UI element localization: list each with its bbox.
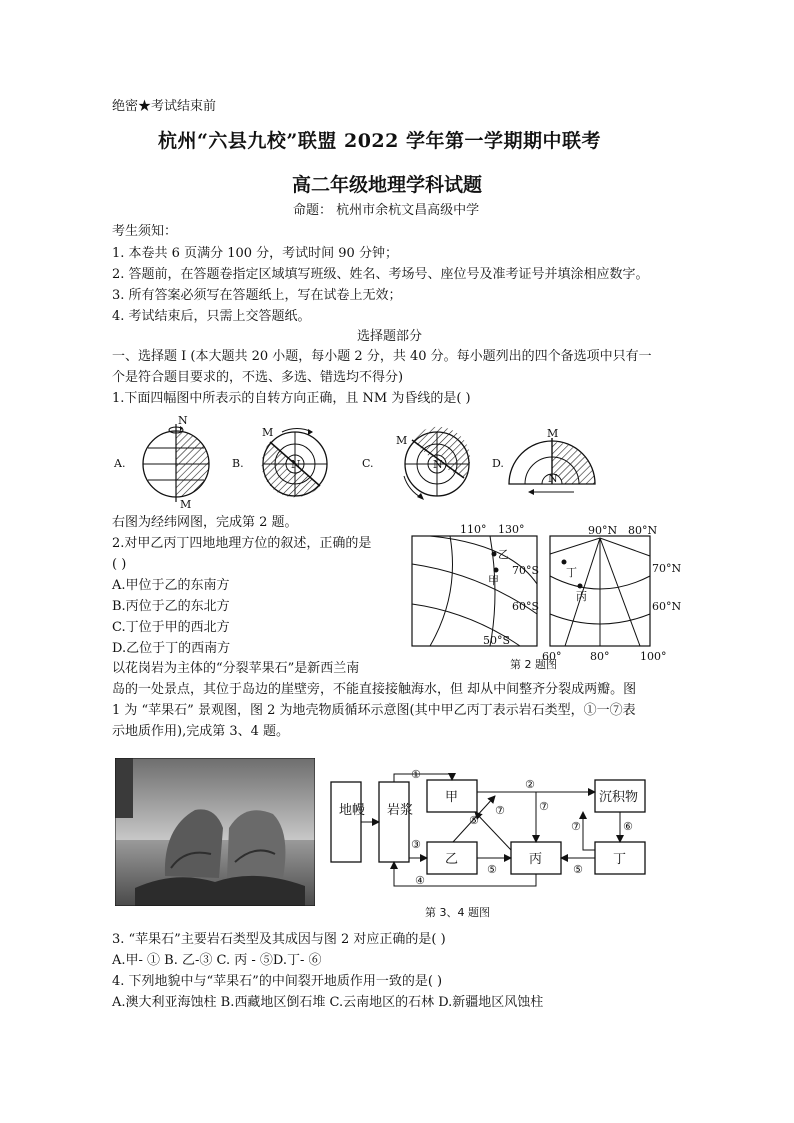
q2-blank: ( ) bbox=[112, 557, 127, 572]
svg-text:60°N: 60°N bbox=[652, 600, 682, 613]
q3-options: A.甲- ① B. 乙-③ C. 丙 - ⑤D.丁- ⑥ bbox=[112, 953, 322, 968]
q1-globe-b bbox=[262, 426, 327, 497]
q34-lead: 以花岗岩为主体的“分裂苹果石”是新西兰南 bbox=[112, 661, 360, 676]
rock-cycle-diagram bbox=[325, 766, 685, 924]
svg-text:N: N bbox=[178, 414, 188, 427]
svg-text:N: N bbox=[433, 458, 443, 471]
svg-text:甲: 甲 bbox=[488, 574, 499, 587]
notice-item: 4. 考试结束后，只需上交答题纸。 bbox=[112, 309, 311, 324]
svg-text:①: ① bbox=[411, 768, 421, 781]
svg-text:80°: 80° bbox=[590, 650, 610, 663]
notice-heading: 考生须知： bbox=[112, 224, 178, 239]
svg-text:乙: 乙 bbox=[498, 548, 509, 561]
q2-stem: 2.对甲乙丙丁四地地理方位的叙述，正确的是 bbox=[112, 536, 372, 551]
svg-text:130°: 130° bbox=[498, 524, 525, 536]
q2-map-right bbox=[542, 524, 681, 663]
q1-globe-d-art bbox=[500, 428, 605, 498]
notice-item: 2. 答题前，在答题卷指定区域填写班级、姓名、考场号、座位号及准考证号并填涂相应数字。 bbox=[112, 267, 649, 282]
q1-globe-c bbox=[396, 427, 470, 500]
q2-lead: 右图为经纬网图，完成第 2 题。 bbox=[112, 515, 298, 530]
q2-map-left bbox=[412, 524, 539, 647]
q1-option-d: D. bbox=[492, 457, 504, 470]
q4-options: A.澳大利亚海蚀柱 B.西藏地区倒石堆 C.云南地区的石林 D.新疆地区风蚀柱 bbox=[112, 995, 544, 1010]
q4-stem: 4. 下列地貌中与“苹果石”的中间裂开地质作用一致的是( ) bbox=[112, 974, 443, 989]
svg-text:60°: 60° bbox=[542, 650, 562, 663]
svg-text:⑥: ⑥ bbox=[623, 820, 633, 833]
svg-text:③: ③ bbox=[411, 838, 421, 851]
q3-stem: 3. “苹果石”主要岩石类型及其成因与图 2 对应正确的是( ) bbox=[112, 932, 446, 947]
svg-text:丙: 丙 bbox=[576, 590, 587, 603]
svg-text:丁: 丁 bbox=[566, 566, 577, 579]
q2-option: C.丁位于甲的西北方 bbox=[112, 620, 230, 635]
q1-figures bbox=[112, 410, 552, 510]
q1-option-b: B. bbox=[232, 457, 244, 470]
svg-text:60°S: 60°S bbox=[512, 600, 540, 613]
svg-text:100°: 100° bbox=[640, 650, 667, 663]
box-jia: 甲 bbox=[445, 790, 459, 805]
notice-item: 3. 所有答案必须写在答题纸上，写在试卷上无效； bbox=[112, 288, 402, 303]
svg-text:②: ② bbox=[525, 778, 535, 791]
q34-lead: 1 为 “苹果石” 景观图，图 2 为地壳物质循环示意图(其中甲乙丙丁表示岩石类型，①一⑦表 bbox=[112, 703, 636, 718]
notice-item: 1. 本卷共 6 页满分 100 分，考试时间 90 分钟； bbox=[112, 246, 398, 261]
q34-caption: 第 3、4 题图 bbox=[425, 906, 490, 919]
exam-subtitle: 高二年级地理学科试题 bbox=[292, 174, 483, 196]
box-ding: 丁 bbox=[613, 852, 627, 867]
q2-option: A.甲位于乙的东南方 bbox=[112, 578, 230, 593]
svg-text:④: ④ bbox=[415, 874, 425, 887]
apple-rock-photo bbox=[115, 758, 315, 906]
svg-text:⑦: ⑦ bbox=[495, 804, 505, 817]
box-sediment: 沉积物 bbox=[599, 790, 639, 805]
box-bing: 丙 bbox=[529, 852, 543, 867]
q1-stem: 1.下面四幅图中所表示的自转方向正确，且 NM 为昏线的是( ) bbox=[112, 391, 471, 406]
svg-text:N: N bbox=[548, 472, 558, 485]
svg-text:110°: 110° bbox=[460, 524, 487, 536]
svg-text:70°S: 70°S bbox=[512, 564, 540, 577]
section-intro: 一、选择题 I (本大题共 20 小题，每小题 2 分，共 40 分。每小题列出的四个备选项中只有一 bbox=[112, 349, 652, 364]
svg-text:M: M bbox=[262, 426, 274, 439]
svg-text:80°N: 80°N bbox=[628, 524, 658, 537]
secret-mark: 绝密★考试结束前 bbox=[112, 99, 217, 114]
svg-text:90°N: 90°N bbox=[588, 524, 618, 537]
svg-text:⑤: ⑤ bbox=[487, 863, 497, 876]
q1-option-a: A. bbox=[114, 457, 126, 470]
svg-text:70°N: 70°N bbox=[652, 562, 682, 575]
exam-title: 杭州“六县九校”联盟 2022 学年第一学期期中联考 bbox=[158, 130, 601, 152]
q2-graticule-maps bbox=[400, 524, 690, 670]
svg-text:N: N bbox=[291, 458, 301, 471]
q2-caption: 第 2 题图 bbox=[510, 658, 557, 670]
q34-lead: 示地质作用),完成第 3、4 题。 bbox=[112, 724, 290, 739]
q2-option: D.乙位于丁的西南方 bbox=[112, 641, 231, 656]
q1-option-c: C. bbox=[362, 457, 374, 470]
svg-text:⑦: ⑦ bbox=[571, 820, 581, 833]
q2-option: B.丙位于乙的东北方 bbox=[112, 599, 230, 614]
box-yi: 乙 bbox=[445, 852, 459, 867]
exam-author: 命题： 杭州市余杭文昌高级中学 bbox=[293, 203, 480, 218]
q1-globe-a bbox=[143, 414, 209, 510]
svg-text:⑤: ⑤ bbox=[573, 863, 583, 876]
q34-lead: 岛的一处景点，其位于岛边的崖壁旁，不能直接接触海水，但 却从中间整齐分裂成两瓣。图 bbox=[112, 682, 637, 697]
svg-text:50°S: 50°S bbox=[483, 634, 511, 647]
svg-text:⑤: ⑤ bbox=[469, 814, 479, 827]
svg-text:M: M bbox=[396, 434, 408, 447]
svg-text:M: M bbox=[547, 428, 559, 440]
box-magma: 岩浆 bbox=[387, 803, 414, 818]
svg-text:M: M bbox=[180, 498, 192, 510]
box-mantle: 地幔 bbox=[339, 803, 366, 818]
section-intro: 个是符合题目要求的，不选、多选、错选均不得分) bbox=[112, 370, 404, 385]
section-title: 选择题部分 bbox=[357, 329, 423, 344]
svg-text:⑦: ⑦ bbox=[539, 800, 549, 813]
